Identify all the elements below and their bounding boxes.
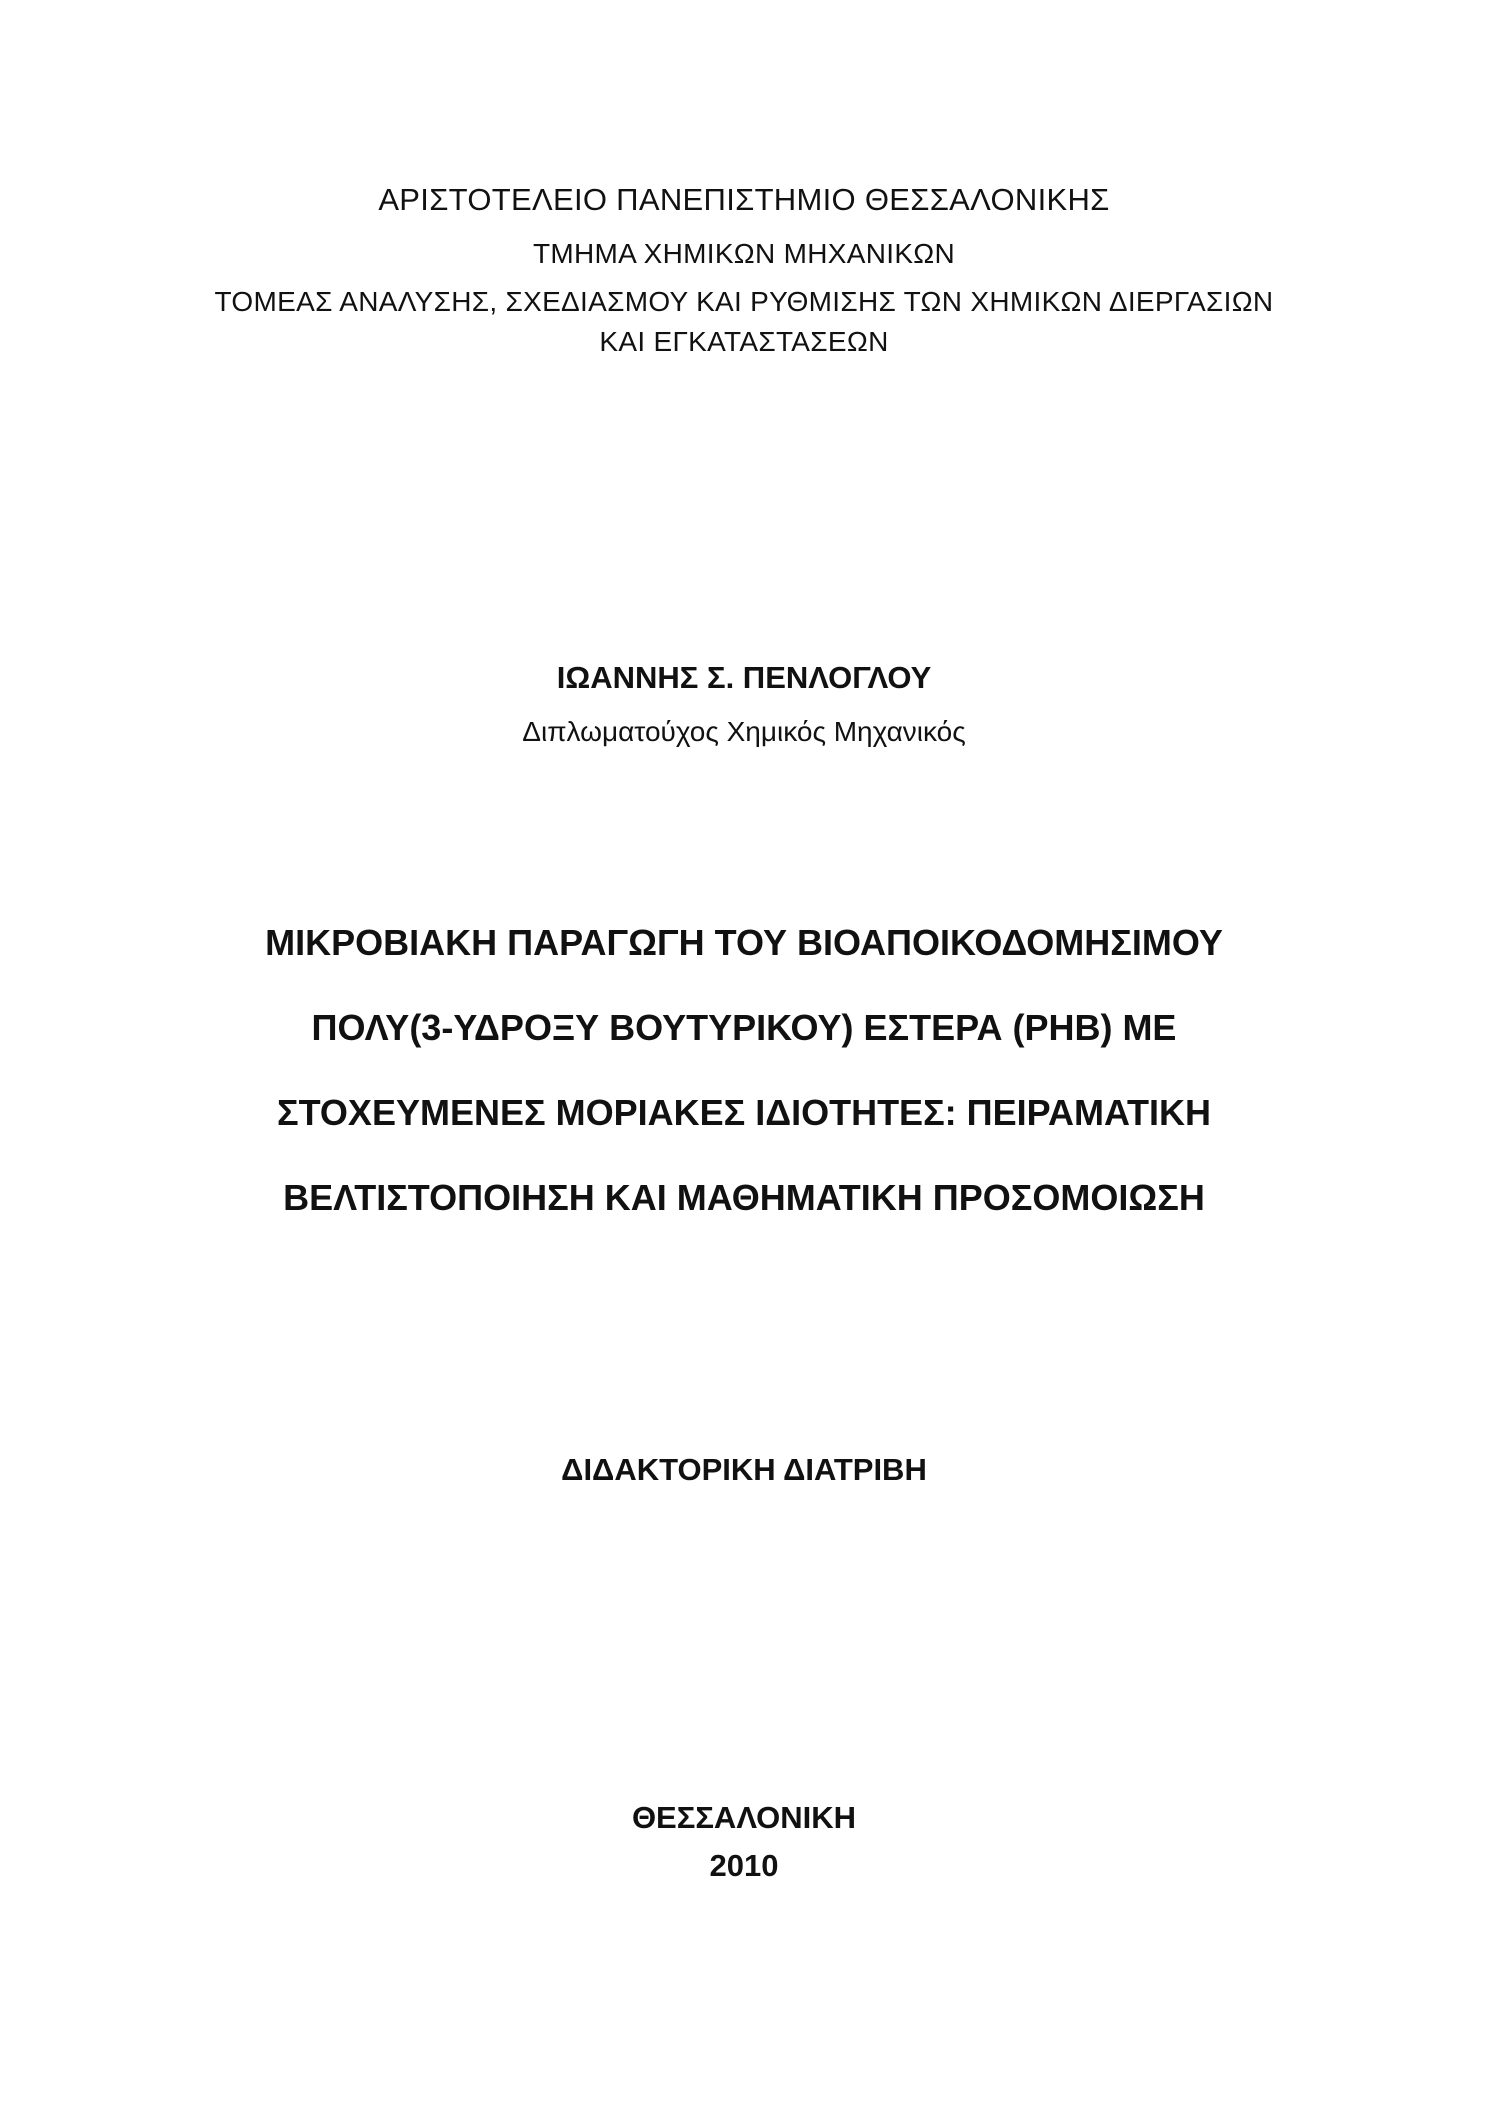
place: ΘΕΣΣΑΛΟΝΙΚΗ [631,1800,857,1835]
thesis-title [0,900,1488,1240]
thesis-type-label: ΔΙΔΑΚΤΟΡΙΚΗ ΔΙΑΤΡΙΒΗ [561,1452,927,1487]
thesis-type [0,1448,1488,1492]
author-name: ΙΩΑΝΝΗΣ Σ. ΠΕΝΛΟΓΛΟΥ [556,660,932,695]
thesis-title-line-4: ΒΕΛΤΙΣΤΟΠΟΙΗΣΗ ΚΑΙ ΜΑΘΗΜΑΤΙΚΗ ΠΡΟΣΟΜΟΙΩΣΗ [283,1177,1205,1218]
author-degree: Διπλωματούχος Χημικός Μηχανικός [522,716,966,747]
author-block [0,656,1488,752]
university-name: ΑΡΙΣΤΟΤΕΛΕΙΟ ΠΑΝΕΠΙΣΤΗΜΙΟ ΘΕΣΣΑΛΟΝΙΚΗΣ [378,182,1110,217]
thesis-title-line-1: ΜΙΚΡΟΒΙΑΚΗ ΠΑΡΑΓΩΓΗ ΤΟΥ ΒΙΟΑΠΟΙΚΟΔΟΜΗΣΙΜΟΥ [265,922,1223,963]
place-and-year [0,1794,1488,1890]
thesis-title-line-3: ΣΤΟΧΕΥΜΕΝΕΣ ΜΟΡΙΑΚΕΣ ΙΔΙΟΤΗΤΕΣ: ΠΕΙΡΑΜΑΤΙΚΗ [276,1092,1211,1133]
sector-name-line-2: ΚΑΙ ΕΓΚΑΤΑΣΤΑΣΕΩΝ [599,326,889,357]
institution-header [0,178,1488,362]
department-name: ΤΜΗΜΑ ΧΗΜΙΚΩΝ ΜΗΧΑΝΙΚΩΝ [532,238,956,269]
sector-name-line-1: ΤΟΜΕΑΣ ΑΝΑΛΥΣΗΣ, ΣΧΕΔΙΑΣΜΟΥ ΚΑΙ ΡΥΘΜΙΣΗΣ ΤΩΝ ΧΗΜΙΚΩΝ ΔΙΕΡΓΑΣΙΩΝ [214,286,1274,317]
thesis-title-line-2: ΠΟΛΥ(3-ΥΔΡΟΞΥ ΒΟΥΤΥΡΙΚΟΥ) ΕΣΤΕΡΑ (PHB) ΜΕ [311,1007,1177,1048]
year: 2010 [709,1848,779,1883]
